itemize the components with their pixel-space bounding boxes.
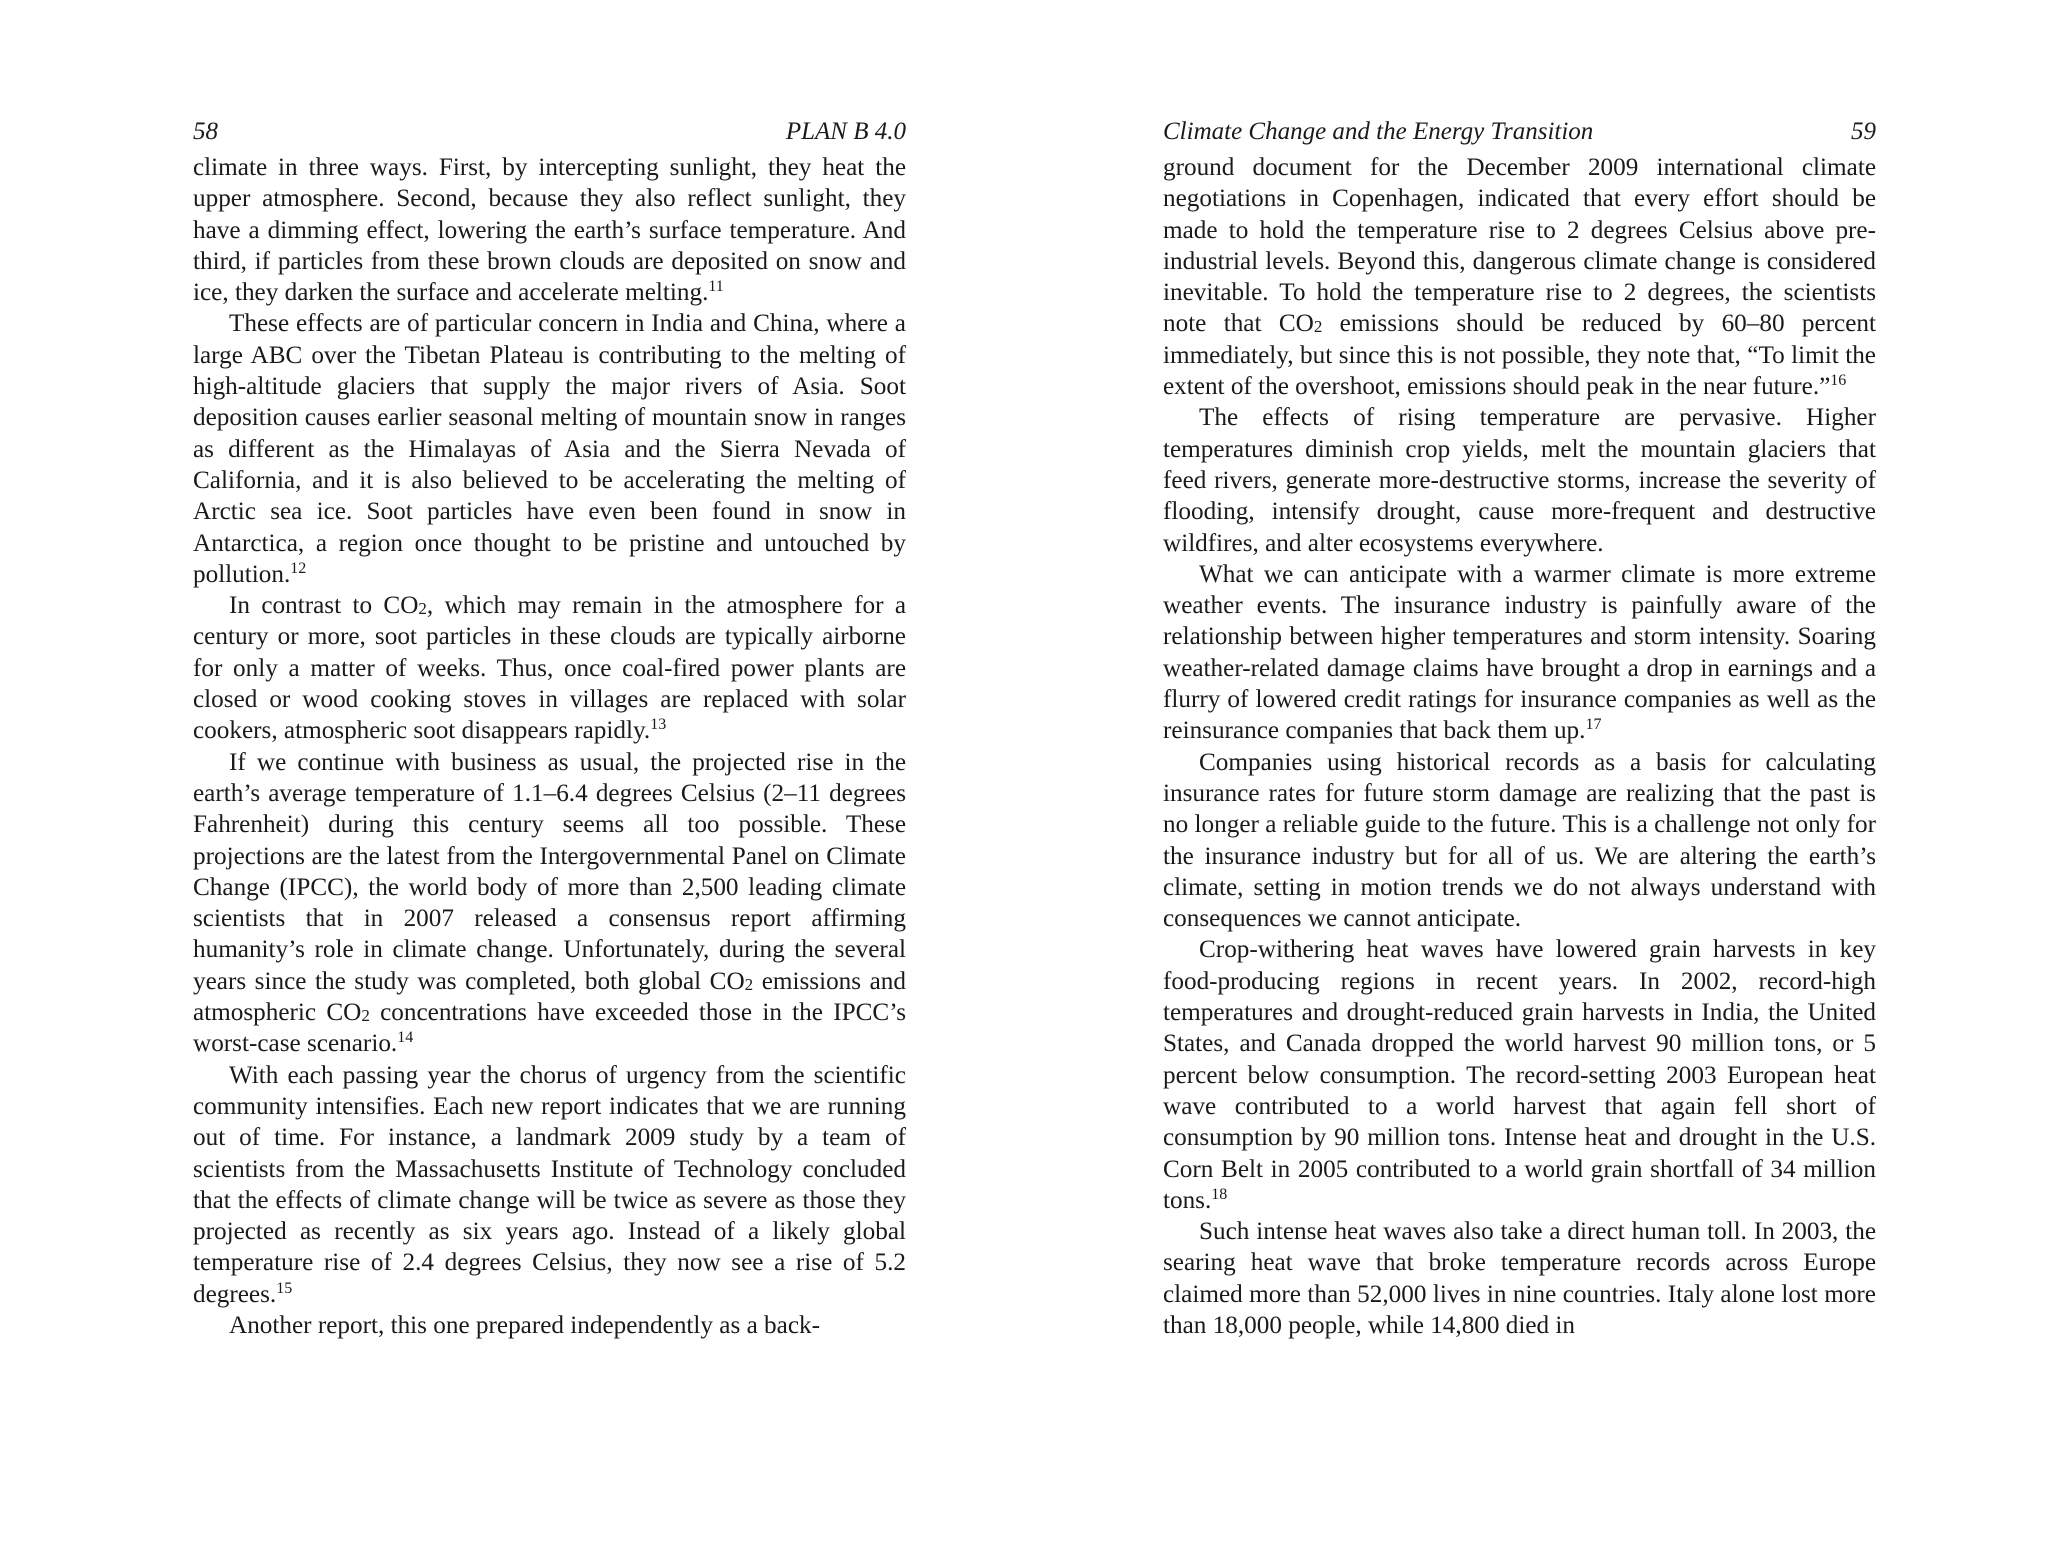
footnote-ref: 11 xyxy=(708,278,724,296)
paragraph xyxy=(193,747,906,1060)
paragraph xyxy=(193,1310,906,1341)
left-page xyxy=(193,112,906,1341)
text-run: In contrast to CO xyxy=(229,592,419,620)
text-run: concentrations have exceeded those in the IPCC’s worst-case scenario. xyxy=(193,999,906,1058)
footnote-ref: 14 xyxy=(397,1029,414,1047)
footnote-ref: 16 xyxy=(1830,372,1847,390)
paragraph xyxy=(193,590,906,746)
left-body-text xyxy=(193,152,906,1341)
paragraph xyxy=(1163,1216,1876,1341)
right-running-head xyxy=(1163,112,1876,152)
text-run: If we continue with business as usual, the projected rise in the earth’s average temperature of 1.1–6.4 degrees Celsius (2–11 degrees Fahrenheit) during this century seems all too possible. These projections are the latest from the Intergovernmental Panel on Climate Change (IPCC), the world body of more than 2,500 leading climate scientists that in 2007 released a consensus report affirming humanity’s role in climate change. Unfortunately, during the several years since the study was completed, both global CO xyxy=(193,748,906,995)
left-running-head xyxy=(193,112,906,152)
footnote-ref: 13 xyxy=(650,716,667,734)
page-number: 58 xyxy=(193,118,218,145)
text-run: emissions should be reduced by 60–80 percent immediately, but since this is not possible, they note that, “To limit the extent of the overshoot, emissions should peak in the near future.” xyxy=(1163,310,1876,401)
text-run: Companies using historical records as a basis for calculating insurance rates for future storm damage are realizing that the past is no longer a reliable guide to the future. This is a challenge not only for the insurance industry but for all of us. We are altering the earth’s climate, setting in motion trends we do not always understand with consequences we cannot anticipate. xyxy=(1163,748,1876,933)
text-run: emissions and atmospheric CO xyxy=(193,967,906,1027)
paragraph xyxy=(1163,402,1876,558)
paragraph xyxy=(1163,152,1876,402)
footnote-ref: 17 xyxy=(1585,716,1602,734)
subscript: 2 xyxy=(361,1006,370,1026)
paragraph xyxy=(193,1060,906,1310)
subscript: 2 xyxy=(744,974,754,994)
text-run: With each passing year the chorus of urgency from the scientific community intensifies. Each new report indicates that we are running out of time. For instance, a landmark 2009 study by a team of scientists from the Massachusetts Institute of Technology concluded that the effects of climate change will be twice as severe as those they projected as recently as six years ago. Instead of a likely global temperature rise of 2.4 degrees Celsius, they now see a rise of 5.2 degrees. xyxy=(193,1061,906,1308)
footnote-ref: 12 xyxy=(290,559,307,577)
paragraph xyxy=(193,308,906,590)
right-page xyxy=(1163,112,1876,1341)
text-run: Another report, this one prepared independently as a back- xyxy=(229,1311,820,1339)
subscript: 2 xyxy=(1313,317,1323,337)
footnote-ref: 15 xyxy=(276,1279,293,1297)
text-run: Such intense heat waves also take a direct human toll. In 2003, the searing heat wave that broke temperature records across Europe claimed more than 52,000 lives in nine countries. Italy alone lost more than 18,000 people, while 14,800 died in xyxy=(1163,1218,1876,1339)
paragraph xyxy=(193,152,906,308)
paragraph xyxy=(1163,747,1876,935)
paragraph xyxy=(1163,934,1876,1216)
text-run: Crop-withering heat waves have lowered grain harvests in key food-producing regions in recent years. In 2002, record-high temperatures and drought-reduced grain harvests in India, the United States, and Canada dropped the world harvest 90 million tons, or 5 percent below consumption. The record-setting 2003 European heat wave contributed to a world harvest that again fell short of consumption by 90 million tons. Intense heat and drought in the U.S. Corn Belt in 2005 contributed to a world grain shortfall of 34 million tons. xyxy=(1163,936,1876,1214)
subscript: 2 xyxy=(418,599,427,619)
right-body-text xyxy=(1163,152,1876,1341)
text-run: climate in three ways. First, by intercepting sunlight, they heat the upper atmosphere. Second, because they also reflect sunlight, they have a dimming effect, lowering the earth’s surface temperature. And third, if particles from these brown clouds are deposited on snow and ice, they darken the surface and accelerate melting. xyxy=(193,154,906,307)
text-run: These effects are of particular concern in India and China, where a large ABC over the Tibetan Plateau is contributing to the melting of high-altitude glaciers that supply the major rivers of Asia. Soot deposition causes earlier seasonal melting of mountain snow in ranges as different as the Himalayas of Asia and the Sierra Nevada of California, and it is also believed to be accelerating the melting of Arctic sea ice. Soot particles have even been found in snow in Antarctica, a region once thought to be pristine and untouched by pollution. xyxy=(193,310,906,588)
text-run: What we can anticipate with a warmer climate is more extreme weather events. The insurance industry is painfully aware of the relationship between higher temperatures and storm intensity. Soaring weather-related damage claims have brought a drop in earnings and a flurry of lowered credit ratings for insurance companies as well as the reinsurance companies that back them up. xyxy=(1163,560,1876,745)
paragraph xyxy=(1163,559,1876,747)
text-run: ground document for the December 2009 international climate negotiations in Copenhagen, indicated that every effort should be made to hold the temperature rise to 2 degrees Celsius above pre-industrial levels. Beyond this, dangerous climate change is considered inevitable. To hold the temperature rise to 2 degrees, the scientists note that CO xyxy=(1163,154,1876,338)
footnote-ref: 18 xyxy=(1211,1185,1228,1203)
text-run: The effects of rising temperature are pervasive. Higher temperatures diminish crop yields, melt the mountain glaciers that feed rivers, generate more-destructive storms, increase the severity of flooding, intensify drought, cause more-frequent and destructive wildfires, and alter ecosystems everywhere. xyxy=(1163,404,1876,557)
book-title-header: PLAN B 4.0 xyxy=(785,118,906,145)
page-number: 59 xyxy=(1851,118,1876,145)
chapter-title-header: Climate Change and the Energy Transition xyxy=(1163,118,1594,145)
text-run: , which may remain in the atmosphere for a century or more, soot particles in these clouds are typically airborne for only a matter of weeks. Thus, once coal-fired power plants are closed or wood cooking stoves in villages are replaced with solar cookers, atmospheric soot disappears rapidly. xyxy=(193,592,907,745)
